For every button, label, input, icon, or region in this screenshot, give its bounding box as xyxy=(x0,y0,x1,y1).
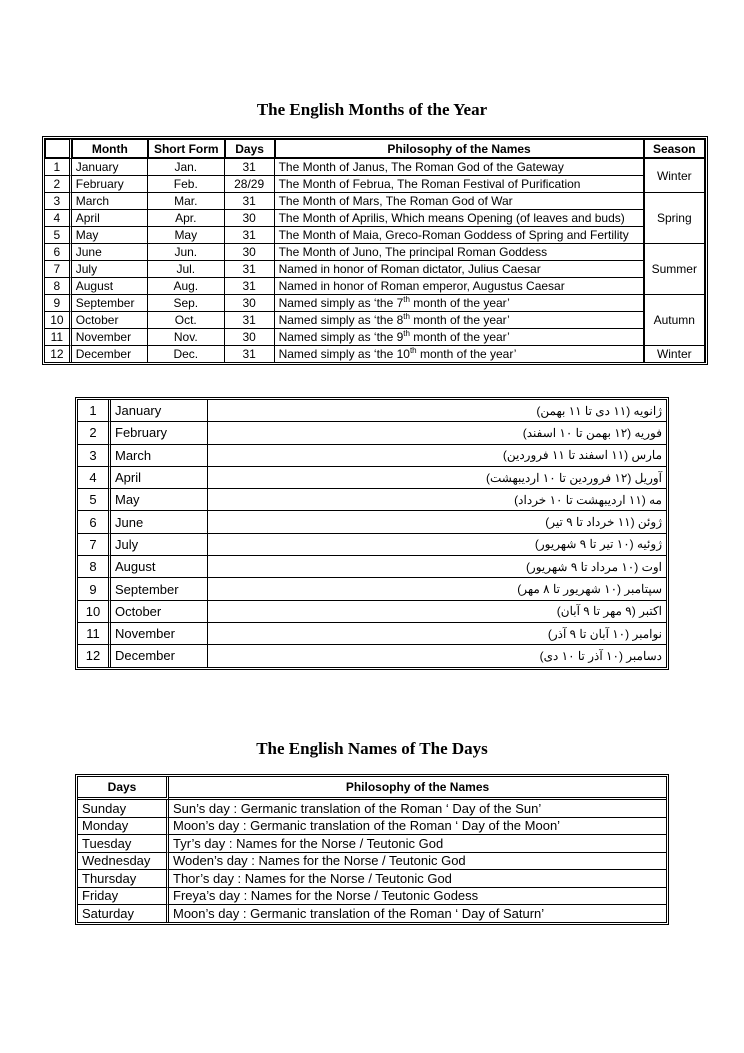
row-number: 5 xyxy=(78,489,111,511)
month-number: 6 xyxy=(45,244,72,261)
month-days: 31 xyxy=(225,193,275,210)
english-month: October xyxy=(111,601,208,623)
month-number: 1 xyxy=(45,159,72,176)
month-philosophy: The Month of Aprilis, Which means Opening (of leaves and buds) xyxy=(275,210,644,227)
table-row xyxy=(45,193,705,210)
days-header-row xyxy=(78,777,666,800)
table-row xyxy=(78,888,666,906)
day-philosophy: Freya’s day : Names for the Norse / Teutonic Godess xyxy=(169,888,666,906)
months-table xyxy=(42,136,708,365)
day-name: Saturday xyxy=(78,905,169,922)
table-row xyxy=(78,623,666,645)
month-days: 31 xyxy=(225,346,275,362)
month-days: 30 xyxy=(225,295,275,312)
month-philosophy: The Month of Juno, The principal Roman Goddess xyxy=(275,244,644,261)
philosophy-text: month of the year’ xyxy=(409,296,510,310)
english-month: June xyxy=(111,511,208,533)
month-name: January xyxy=(72,159,148,176)
table-row xyxy=(78,556,666,578)
month-short-form: Jul. xyxy=(148,261,225,278)
table-row xyxy=(78,445,666,467)
month-name: April xyxy=(72,210,148,227)
header-philosophy: Philosophy of the Names xyxy=(169,777,666,800)
season-cell: Summer xyxy=(644,244,705,295)
month-philosophy xyxy=(275,295,644,312)
english-month: January xyxy=(111,400,208,422)
row-number: 1 xyxy=(78,400,111,422)
english-month: August xyxy=(111,556,208,578)
table-row xyxy=(78,400,666,422)
philosophy-text: month of the year’ xyxy=(409,313,510,327)
month-name: July xyxy=(72,261,148,278)
row-number: 12 xyxy=(78,645,111,666)
ordinal-suffix: th xyxy=(403,295,410,304)
english-month: September xyxy=(111,578,208,600)
persian-month-range: ژانویه (۱۱ دی تا ۱۱ بهمن) xyxy=(208,400,666,422)
month-short-form: Apr. xyxy=(148,210,225,227)
english-month: March xyxy=(111,445,208,467)
month-short-form: Jun. xyxy=(148,244,225,261)
persian-month-range: دسامبر (۱۰ آذر تا ۱۰ دی) xyxy=(539,648,662,663)
month-days: 31 xyxy=(225,278,275,295)
table-row xyxy=(78,835,666,853)
month-name: November xyxy=(72,329,148,346)
days-title: The English Names of The Days xyxy=(256,739,488,758)
philosophy-text: Named simply as ‘the 9 xyxy=(278,330,404,344)
month-name: December xyxy=(72,346,148,362)
month-short-form: Nov. xyxy=(148,329,225,346)
header-days: Days xyxy=(78,777,169,800)
table-row xyxy=(78,800,666,818)
table-row xyxy=(78,422,666,444)
table-row xyxy=(78,534,666,556)
month-number: 4 xyxy=(45,210,72,227)
ordinal-suffix: th xyxy=(403,312,410,321)
persian-month-range: مه (۱۱ اردیبهشت تا ۱۰ خرداد) xyxy=(208,489,666,511)
philosophy-text: month of the year’ xyxy=(416,347,517,361)
month-days: 31 xyxy=(225,261,275,278)
table-row xyxy=(78,853,666,871)
day-philosophy: Moon’s day : Germanic translation of the Roman ‘ Day of Saturn’ xyxy=(173,905,545,921)
table-row xyxy=(45,278,705,295)
month-days: 31 xyxy=(225,159,275,176)
month-number: 12 xyxy=(45,346,72,362)
month-short-form: Jan. xyxy=(148,159,225,176)
header-num xyxy=(45,139,72,159)
month-philosophy: The Month of Maia, Greco-Roman Goddess of Spring and Fertility xyxy=(275,227,644,244)
row-number: 11 xyxy=(78,623,111,645)
day-philosophy: Woden’s day : Names for the Norse / Teutonic God xyxy=(169,853,666,871)
month-philosophy: The Month of Februa, The Roman Festival of Purification xyxy=(275,176,644,193)
day-name: Monday xyxy=(78,818,169,836)
philosophy-text: Named simply as ‘the 8 xyxy=(278,313,404,327)
ordinal-suffix: th xyxy=(403,329,410,338)
month-short-form: Mar. xyxy=(148,193,225,210)
persian-month-range: آوریل (۱۲ فروردین تا ۱۰ اردیبهشت) xyxy=(208,467,666,489)
persian-months-table xyxy=(75,397,669,670)
month-days: 31 xyxy=(225,227,275,244)
table-row xyxy=(45,261,705,278)
months-title: The English Months of the Year xyxy=(256,100,488,119)
season-cell: Autumn xyxy=(644,295,705,346)
english-month: May xyxy=(111,489,208,511)
month-philosophy: The Month of Mars, The Roman God of War xyxy=(275,193,644,210)
header-philosophy: Philosophy of the Names xyxy=(275,139,644,159)
month-short-form: Aug. xyxy=(148,278,225,295)
persian-month-range: اوت (۱۰ مرداد تا ۹ شهریور) xyxy=(208,556,666,578)
day-name: Sunday xyxy=(78,800,169,818)
table-row xyxy=(78,511,666,533)
persian-month-range: نوامبر (۱۰ آبان تا ۹ آذر) xyxy=(208,623,666,645)
month-days: 30 xyxy=(225,244,275,261)
table-row xyxy=(78,578,666,600)
days-table xyxy=(75,774,669,925)
table-row xyxy=(45,244,705,261)
months-header-row xyxy=(45,139,705,159)
ordinal-suffix: th xyxy=(409,346,417,355)
table-row xyxy=(78,870,666,888)
table-row xyxy=(78,905,666,922)
month-short-form: May xyxy=(148,227,225,244)
season-cell: Winter xyxy=(644,346,705,362)
english-month: December xyxy=(111,645,208,666)
month-short-form: Feb. xyxy=(148,176,225,193)
season-cell: Winter xyxy=(644,159,705,193)
persian-month-range: مارس (۱۱ اسفند تا ۱۱ فروردین) xyxy=(208,445,666,467)
row-number: 3 xyxy=(78,445,111,467)
day-philosophy: Thor’s day : Names for the Norse / Teutonic God xyxy=(169,870,666,888)
month-days: 31 xyxy=(225,312,275,329)
month-number: 7 xyxy=(45,261,72,278)
row-number: 10 xyxy=(78,601,111,623)
table-row xyxy=(45,210,705,227)
english-month: July xyxy=(111,534,208,556)
day-name: Wednesday xyxy=(78,853,169,871)
month-number: 2 xyxy=(45,176,72,193)
row-number: 6 xyxy=(78,511,111,533)
month-number: 3 xyxy=(45,193,72,210)
philosophy-text: month of the year’ xyxy=(409,330,510,344)
month-days: 30 xyxy=(225,329,275,346)
table-row xyxy=(78,601,666,623)
month-name: February xyxy=(72,176,148,193)
philosophy-text: Named simply as ‘the 7 xyxy=(278,296,404,310)
day-philosophy: Tyr’s day : Names for the Norse / Teutonic God xyxy=(169,835,666,853)
persian-month-range: سپتامبر (۱۰ شهریور تا ۸ مهر) xyxy=(208,578,666,600)
philosophy-text: Named simply as ‘the 10 xyxy=(278,347,410,361)
table-row xyxy=(45,227,705,244)
table-row xyxy=(78,818,666,836)
month-number: 8 xyxy=(45,278,72,295)
table-row xyxy=(45,295,705,312)
month-short-form: Oct. xyxy=(148,312,225,329)
table-row xyxy=(78,467,666,489)
persian-month-range: ژوئن (۱۱ خرداد تا ۹ تیر) xyxy=(208,511,666,533)
table-row xyxy=(45,159,705,176)
month-philosophy: Named in honor of Roman emperor, Augustus Caesar xyxy=(275,278,644,295)
header-short-form: Short Form xyxy=(148,139,225,159)
row-number: 7 xyxy=(78,534,111,556)
table-row xyxy=(45,176,705,193)
month-name: September xyxy=(72,295,148,312)
persian-month-range: ژوئیه (۱۰ تیر تا ۹ شهریور) xyxy=(208,534,666,556)
table-row xyxy=(45,329,705,346)
row-number: 2 xyxy=(78,422,111,444)
table-row xyxy=(45,346,705,362)
header-days: Days xyxy=(225,139,275,159)
month-days: 30 xyxy=(225,210,275,227)
month-number: 9 xyxy=(45,295,72,312)
english-month: November xyxy=(111,623,208,645)
month-name: June xyxy=(72,244,148,261)
row-number: 4 xyxy=(78,467,111,489)
day-name: Thursday xyxy=(78,870,169,888)
month-philosophy xyxy=(275,346,644,362)
table-row xyxy=(45,312,705,329)
english-month: February xyxy=(111,422,208,444)
month-number: 10 xyxy=(45,312,72,329)
header-season: Season xyxy=(644,139,705,159)
month-short-form: Sep. xyxy=(148,295,225,312)
day-name: Friday xyxy=(78,888,169,906)
month-short-form: Dec. xyxy=(148,346,225,362)
header-month: Month xyxy=(72,139,148,159)
table-row xyxy=(78,489,666,511)
row-number: 8 xyxy=(78,556,111,578)
month-name: October xyxy=(72,312,148,329)
english-month: April xyxy=(111,467,208,489)
month-philosophy: Named in honor of Roman dictator, Julius Caesar xyxy=(275,261,644,278)
month-name: March xyxy=(72,193,148,210)
month-philosophy: The Month of Janus, The Roman God of the Gateway xyxy=(275,159,644,176)
month-number: 11 xyxy=(45,329,72,346)
day-philosophy: Moon’s day : Germanic translation of the Roman ‘ Day of the Moon’ xyxy=(169,818,666,836)
day-name: Tuesday xyxy=(78,835,169,853)
month-name: August xyxy=(72,278,148,295)
persian-month-range: فوریه (۱۲ بهمن تا ۱۰ اسفند) xyxy=(208,422,666,444)
month-days: 28/29 xyxy=(225,176,275,193)
row-number: 9 xyxy=(78,578,111,600)
persian-month-range: اکتبر (۹ مهر تا ۹ آبان) xyxy=(208,601,666,623)
season-cell: Spring xyxy=(644,193,705,244)
day-philosophy: Sun’s day : Germanic translation of the Roman ‘ Day of the Sun’ xyxy=(169,800,666,818)
month-number: 5 xyxy=(45,227,72,244)
month-philosophy xyxy=(275,329,644,346)
month-name: May xyxy=(72,227,148,244)
month-philosophy xyxy=(275,312,644,329)
table-row xyxy=(78,645,666,666)
